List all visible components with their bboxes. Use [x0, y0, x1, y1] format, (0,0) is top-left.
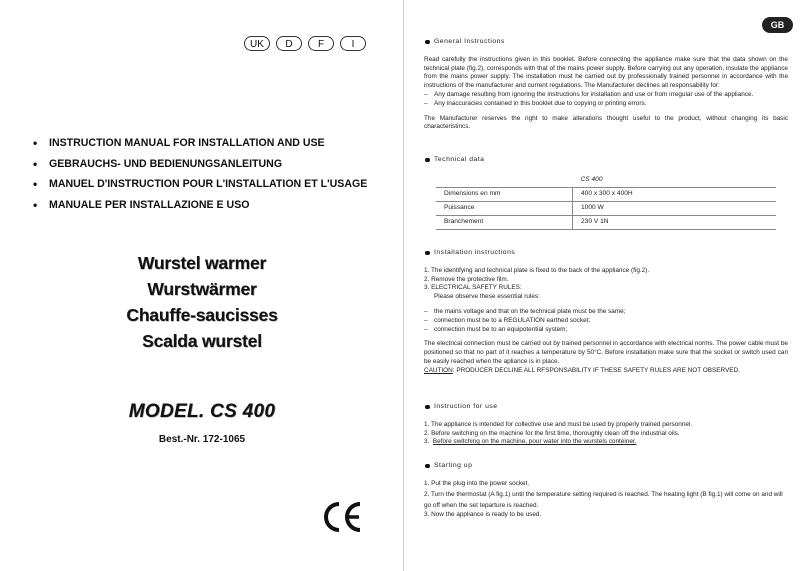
ce-mark-icon	[322, 500, 364, 534]
installation-rule-1: – the mains voltage and that on the technical plate must be the same;	[424, 308, 788, 317]
row-label: Branchement	[436, 215, 573, 229]
table-row	[436, 201, 776, 215]
order-number: Best.-Nr. 172-1065	[158, 434, 246, 445]
manual-title-en: • INSTRUCTION MANUAL FOR INSTALLATION AND USE	[33, 137, 367, 149]
installation-caution	[424, 367, 788, 376]
right-page	[404, 0, 808, 571]
installation-section	[424, 249, 788, 376]
row-label: Dimensions en mm	[436, 187, 573, 201]
lang-uk: UK	[244, 36, 270, 51]
general-reserve-text: The Manufacturer reserves the right to make alterations thought useful to the product, without changing its basic characteristincs.	[424, 114, 788, 131]
table-row	[436, 215, 776, 229]
use-item-1: 1. The appliance is intended for collective use and must be used by properly trained personnel.	[424, 420, 693, 428]
installation-item-2: 2. Remove the protective film.	[424, 275, 509, 283]
general-instructions-heading: General Instructions	[424, 38, 788, 47]
row-label: Puissance	[436, 201, 573, 215]
lang-i: I	[340, 36, 366, 51]
installation-electrical-text: The electrical connection must be carried out by trained personnel in accordance with electrical norms. The power cable must be positioned so that no part of it reaches a temperature by 50°C. Before installation make sure that the socket or switch used can be easily reached when the apliance is in place.	[424, 340, 788, 365]
use-heading: Instruction for use	[424, 403, 788, 412]
manual-title-it: • MANUALE PER INSTALLAZIONE E USO	[33, 199, 367, 211]
product-name-fr: Chauffe-saucisses	[126, 305, 278, 325]
general-bullet-2: – Any inaccuracies contained in this booklet due to copying or printing errors.	[424, 100, 788, 109]
general-instructions-section	[424, 38, 788, 132]
general-instructions-text: Read carefully the instructions given in this booklet. Before connecting the appliance make sure that the data shown on the technical plate (fig.2), corresponds with that of the mains power supply. Before carrying out any operation, insulate the appliance from the mains power supply. The installation must he carried out by professionally trained personnel in accordance with the instructions of the manufacturer and current regulations. The Manufacturer declines all responsability for:	[424, 55, 788, 90]
language-badge-gb: GB	[762, 17, 793, 33]
language-selector	[244, 36, 366, 51]
manual-title-fr: • MANUEL D'INSTRUCTION POUR L'INSTALLATION ET L'USAGE	[33, 178, 367, 190]
use-item-2: 2. Before switching on the machine for the first time, thoroughly clean off the industrial oils.	[424, 429, 680, 437]
general-bullet-1: – Any damage resulting from ignoring the instructions for installation and use or from irregular use of the appliance.	[424, 91, 788, 100]
product-name-it: Scalda wurstel	[142, 331, 262, 351]
table-header-row	[436, 174, 776, 188]
installation-rule-3: – connection must be to an equipotential system;	[424, 326, 788, 335]
use-section	[424, 403, 788, 447]
installation-heading: Installation instructions	[424, 249, 788, 258]
product-name-de: Wurstwärmer	[147, 279, 257, 299]
caution-text: : PRODUCER DECLINE ALL RFSPONSABILITY IF THESE SAFETY RULES ARE NOT OBSERVED.	[452, 366, 740, 374]
row-value: 1000 W	[573, 201, 777, 215]
model-title: MODEL. CS 400	[128, 401, 276, 422]
table-row	[436, 187, 776, 201]
row-value: 400 x 300 x 400H	[573, 187, 777, 201]
product-names	[0, 250, 404, 354]
caution-label: CAUTION	[424, 366, 453, 374]
startup-heading: Starting up	[424, 462, 788, 471]
model-column-header: CS 400	[573, 174, 777, 188]
installation-observe: Please observe these essential rules:	[434, 293, 540, 301]
installation-item-3: 3. ELECTRICAL SAFETY RULES:	[424, 284, 522, 292]
technical-data-table	[436, 174, 776, 230]
lang-f: F	[308, 36, 334, 51]
use-item-3: 3. Before switching on the machine, pour water into the wurstels conteiner.	[424, 438, 637, 446]
product-name-en: Wurstel warmer	[137, 253, 267, 273]
technical-data-section	[424, 156, 788, 230]
manual-title-list	[33, 137, 367, 219]
row-value: 230 V 1N	[573, 215, 777, 229]
manual-title-de: • GEBRAUCHS- UND BEDIENUNGSANLEITUNG	[33, 158, 367, 170]
technical-data-heading: Technical data	[424, 156, 788, 165]
startup-section	[424, 462, 788, 519]
startup-item-3: 3. Now the appliance is ready to be used.	[424, 510, 542, 518]
installation-rule-2: – connection must be to a REGULATION earthed socket;	[424, 317, 788, 326]
startup-item-1: 1. Put the plug into the power socket.	[424, 479, 530, 487]
lang-d: D	[276, 36, 302, 51]
installation-item-1: 1. The identifying and technical plate is fixed to the back of the appliance (fig.2).	[424, 266, 650, 274]
startup-item-2: 2. Turn the thermostat (A fig.1) until the temperature setting required is reached. The heating light (B fig.1) will come on and will go off when the set teparture is reached.	[424, 490, 783, 509]
